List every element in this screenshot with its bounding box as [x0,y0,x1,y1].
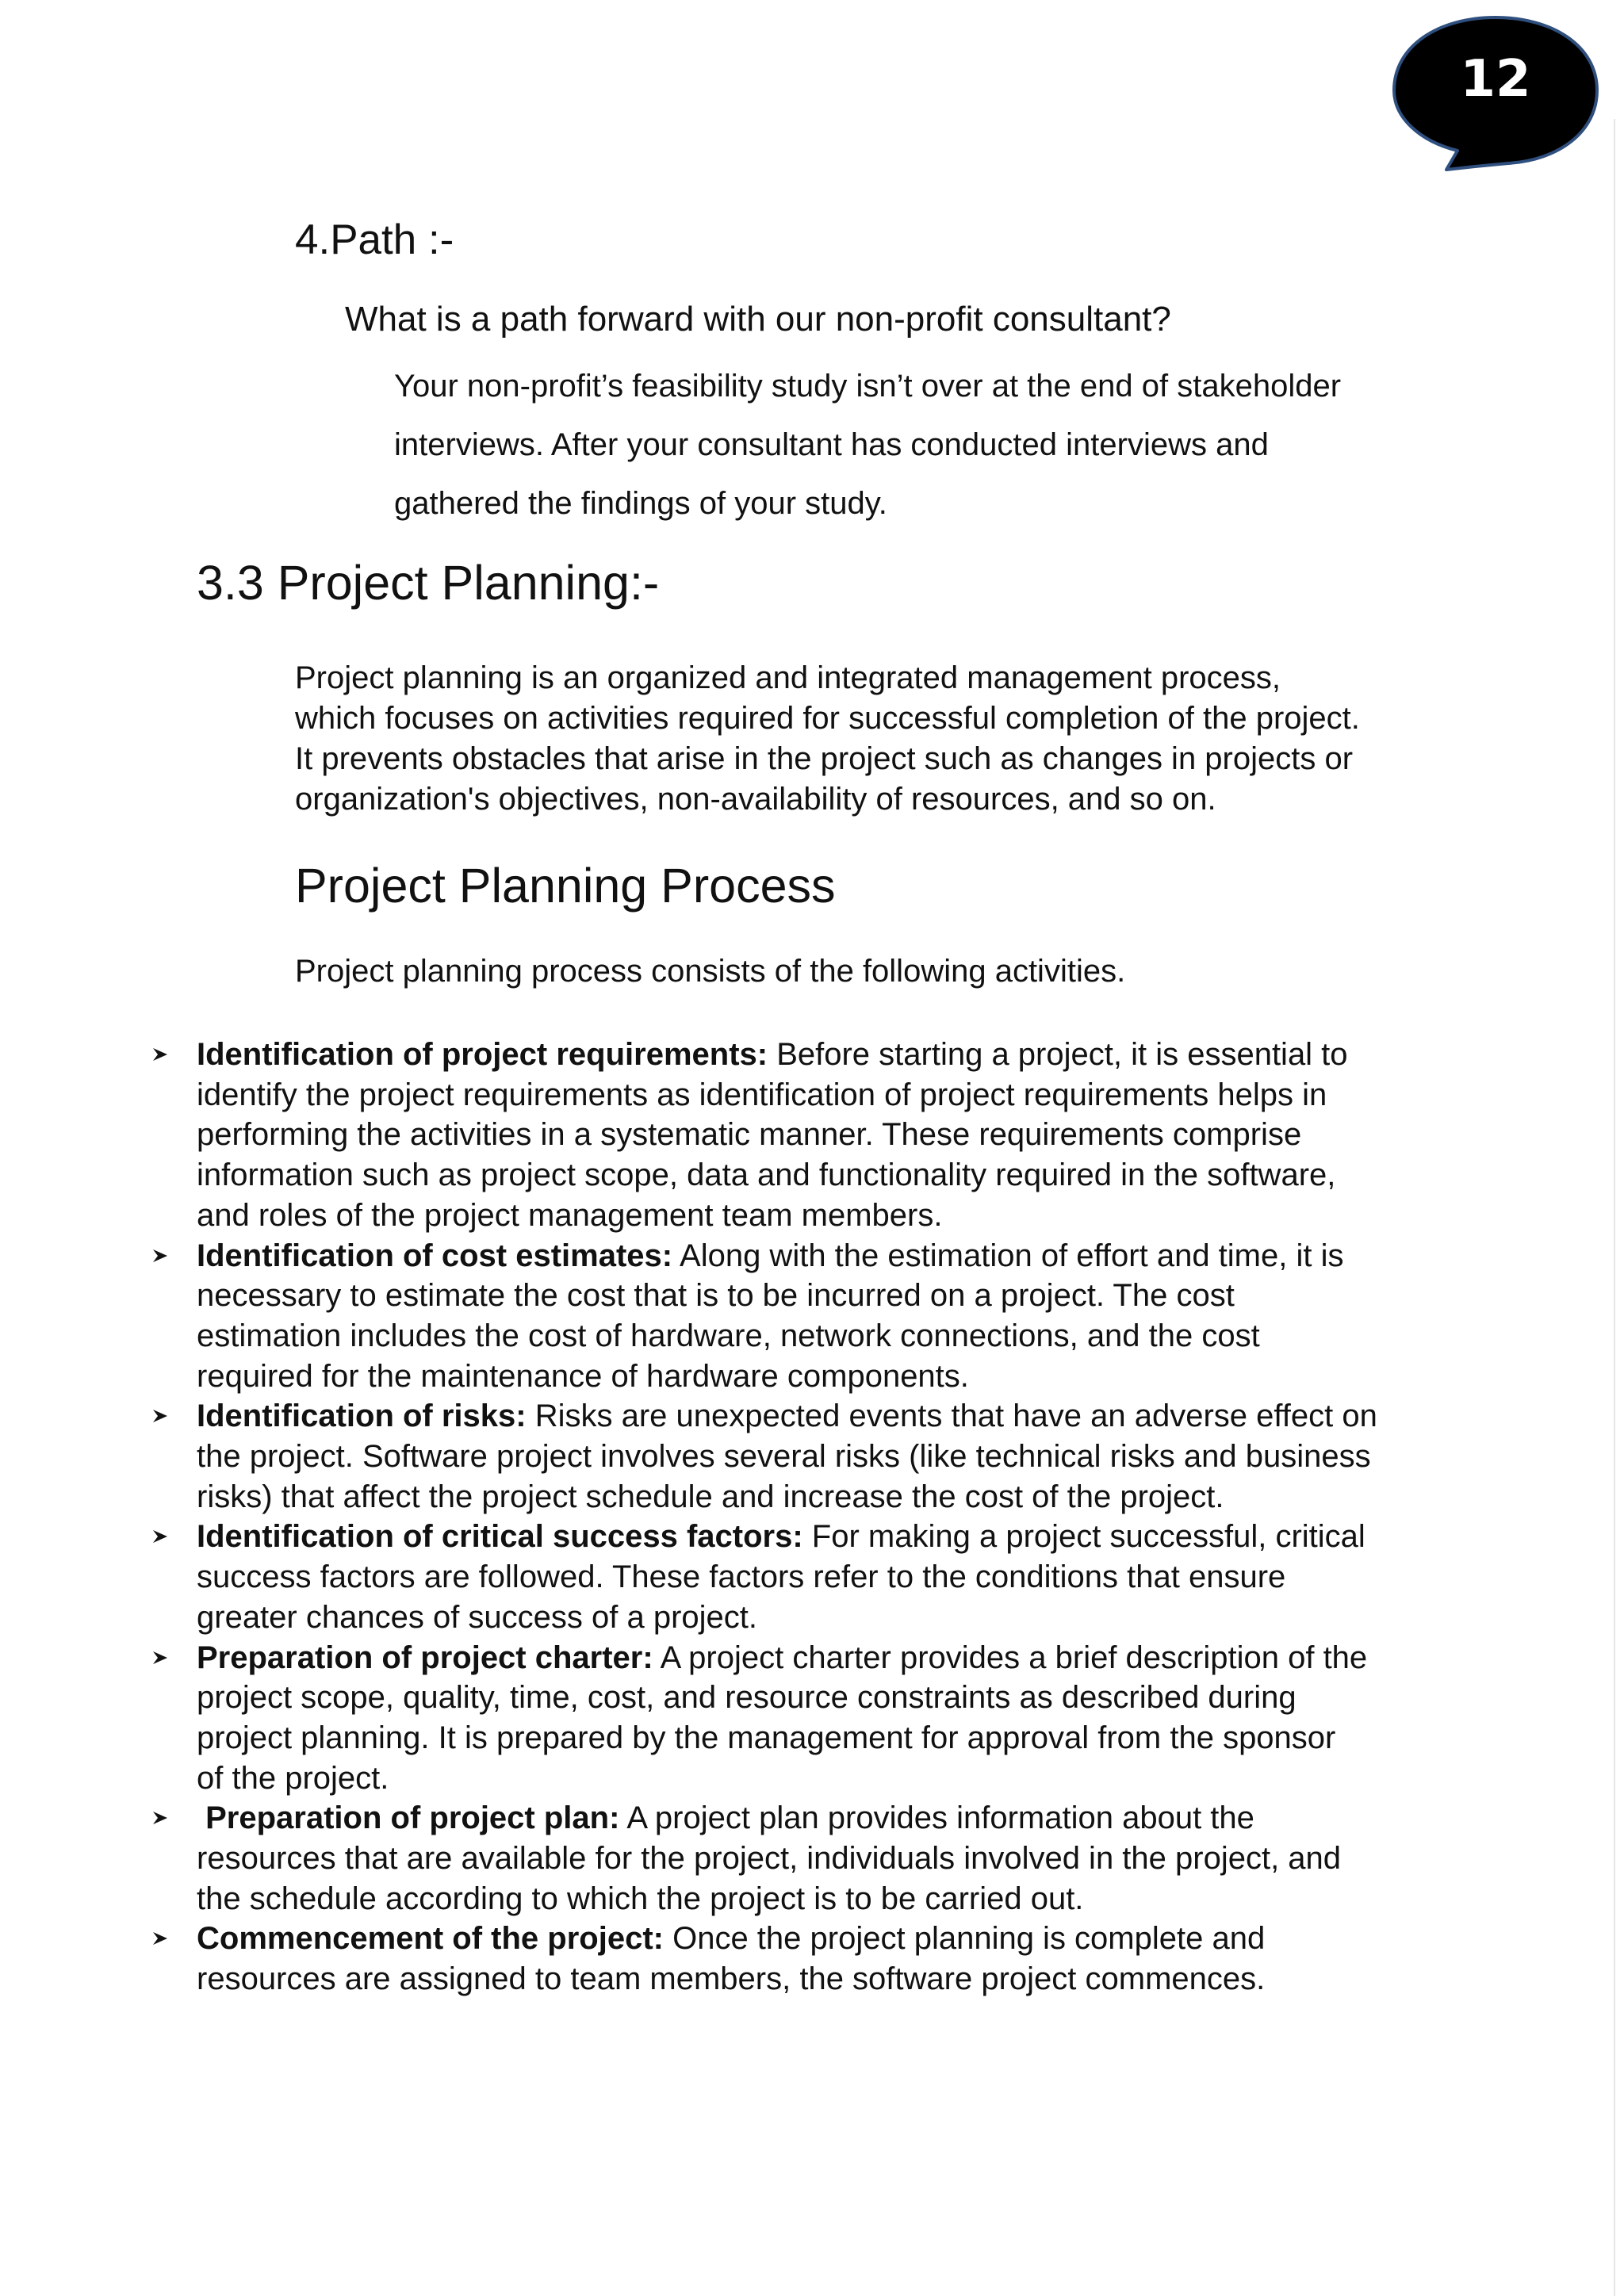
list-item-text: risks) that affect the project schedule and increase the cost of the project. [197,1479,1224,1514]
list-item [151,1919,1515,1999]
list-item-text: resources are assigned to team members, the software project commences. [197,1961,1266,1997]
arrowhead-bullet-icon [151,1919,170,1958]
list-item-text: required for the maintenance of hardware components. [197,1358,969,1394]
arrowhead-bullet-icon [151,1798,170,1838]
page-number: 12 [1460,50,1531,109]
list-item-term: Identification of project requirements: [197,1037,768,1072]
list-item-text: the schedule according to which the project is to be carried out. [197,1881,1084,1916]
list-item [151,1396,1515,1517]
list-item-text: Along with the estimation of effort and time, it is [672,1238,1344,1273]
list-item-term: Commencement of the project: [197,1921,664,1957]
list-item-text: A project plan provides information about the [619,1800,1254,1836]
paragraph-line: Your non-profit’s feasibility study isn’t over at the end of stakeholder [394,369,1342,404]
path-heading: 4.Path :- [295,216,454,263]
paragraph-line: It prevents obstacles that arise in the project such as changes in projects or [295,741,1354,776]
list-item-text: estimation includes the cost of hardware, network connections, and the cost [197,1318,1260,1353]
project-planning-heading: 3.3 Project Planning:- [197,556,660,610]
list-item-text: For making a project successful, critical [802,1519,1365,1555]
paragraph-line: which focuses on activities required for successful completion of the project. [295,701,1360,736]
activities-list [151,1035,1515,1999]
list-item-term: Preparation of project plan: [197,1800,620,1836]
page-number-badge [1389,14,1602,173]
list-item-text: the project. Software project involves several risks (like technical risks and business [197,1439,1371,1475]
list-item-text: necessary to estimate the cost that is to be incurred on a project. The cost [197,1278,1235,1314]
list-item [151,1035,1515,1236]
list-item-text: identify the project requirements as identification of project requirements helps in [197,1077,1327,1112]
list-item-text: Once the project planning is complete and [663,1921,1266,1957]
paragraph-line: Project planning is an organized and integrated management process, [295,660,1281,695]
list-item-text: project scope, quality, time, cost, and resource constraints as described during [197,1680,1297,1716]
list-item-text: project planning. It is prepared by the management for approval from the sponsor [197,1720,1336,1755]
paragraph-line: organization's objectives, non-availability of resources, and so on. [295,782,1216,817]
planning-process-intro: Project planning process consists of the following activities. [295,954,1126,989]
list-item-term: Identification of cost estimates: [197,1238,673,1273]
project-planning-paragraph [295,658,1532,820]
list-item-text: performing the activities in a systematic manner. These requirements comprise [197,1117,1302,1153]
list-item [151,1798,1515,1919]
list-item-text: Risks are unexpected events that have an adverse effect on [526,1399,1377,1434]
page-edge-rule [1614,119,1615,2296]
list-item-text: of the project. [197,1760,389,1796]
list-item [151,1236,1515,1397]
path-paragraph [394,357,1544,533]
list-item-term: Identification of risks: [197,1399,527,1434]
planning-process-heading: Project Planning Process [295,859,836,913]
list-item-text: and roles of the project management team members. [197,1197,943,1233]
list-item-text: information such as project scope, data and functionality required in the software, [197,1158,1336,1193]
paragraph-line: interviews. After your consultant has conducted interviews and [394,427,1269,462]
paragraph-line: gathered the findings of your study. [394,486,887,521]
list-item-text: resources that are available for the project, individuals involved in the project, and [197,1841,1342,1877]
list-item-term: Preparation of project charter: [197,1640,653,1675]
list-item-text: greater chances of success of a project. [197,1599,758,1635]
arrowhead-bullet-icon [151,1396,170,1436]
list-item-text: success factors are followed. These factors refer to the conditions that ensure [197,1559,1286,1595]
list-item-term: Identification of critical success factors: [197,1519,803,1555]
list-item-text: Before starting a project, it is essential to [768,1037,1348,1072]
arrowhead-bullet-icon [151,1236,170,1276]
list-item [151,1638,1515,1799]
arrowhead-bullet-icon [151,1035,170,1074]
arrowhead-bullet-icon [151,1517,170,1556]
arrowhead-bullet-icon [151,1638,170,1678]
list-item-text: A project charter provides a brief description of the [653,1640,1368,1675]
list-item [151,1517,1515,1637]
path-question: What is a path forward with our non-profit consultant? [345,300,1171,339]
